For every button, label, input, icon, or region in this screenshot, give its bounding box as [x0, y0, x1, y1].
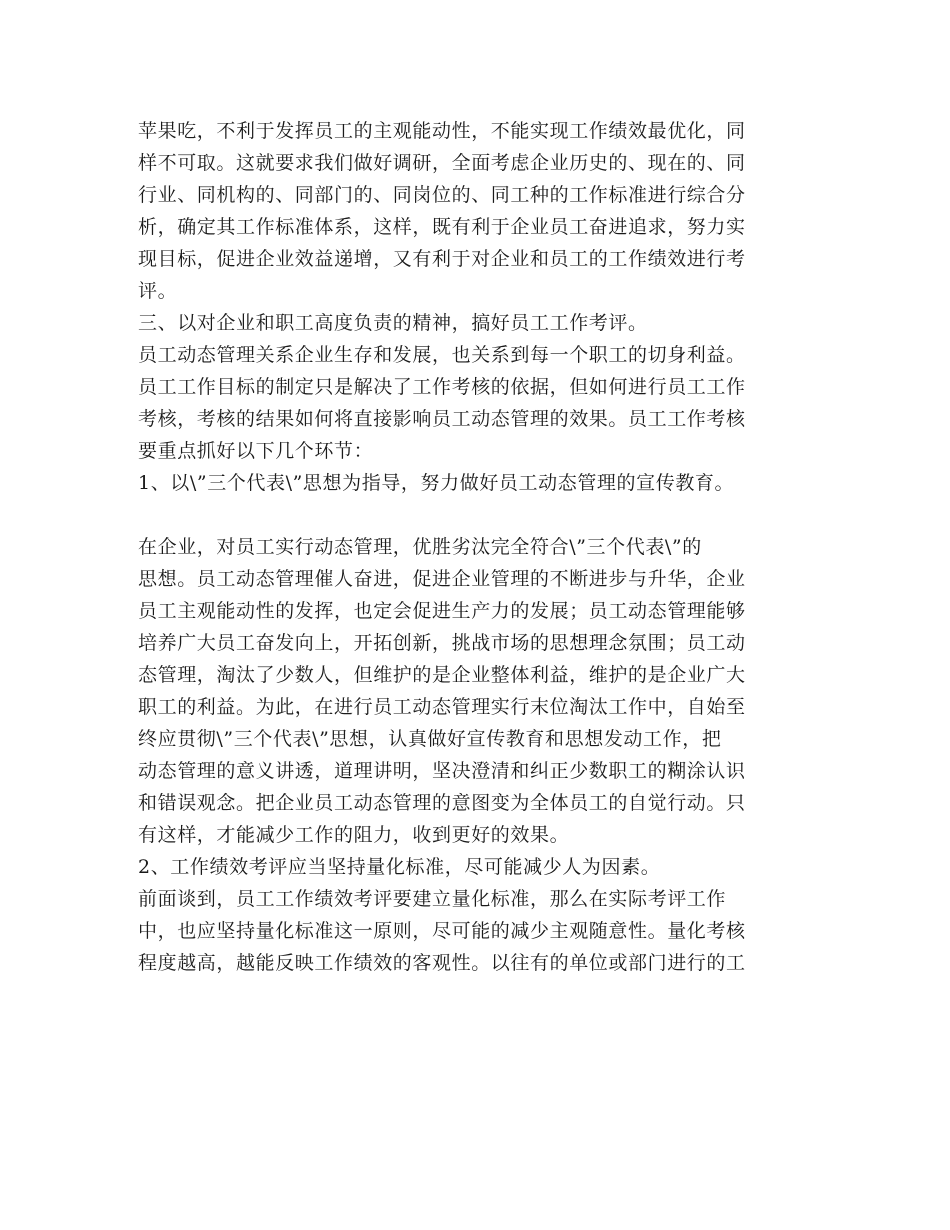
blank-line [138, 499, 828, 531]
text-line: 员工动态管理关系企业生存和发展，也关系到每一个职工的切身利益。 [138, 344, 746, 366]
text-line: 程度越高，越能反映工作绩效的客观性。以往有的单位或部门进行的工 [138, 952, 746, 974]
text-line: 中，也应坚持量化标准这一原则，尽可能的减少主观随意性。量化考核 [138, 920, 746, 942]
text-line: 和错误观念。把企业员工动态管理的意图变为全体员工的自觉行动。只 [138, 792, 746, 814]
text-line: 要重点抓好以下几个环节： [138, 440, 374, 462]
text-line: 行业、同机构的、同部门的、同岗位的、同工种的工作标准进行综合分 [138, 184, 746, 206]
text-line: 现目标，促进企业效益递增，又有利于对企业和员工的工作绩效进行考 [138, 248, 746, 270]
text-line: 终应贯彻\”三个代表\”思想，认真做好宣传教育和思想发动工作，把 [138, 728, 722, 750]
text-line: 前面谈到，员工工作绩效考评要建立量化标准，那么在实际考评工作 [138, 888, 727, 910]
text-line: 员工工作目标的制定只是解决了工作考核的依据，但如何进行员工工作 [138, 376, 746, 398]
document-body [138, 115, 828, 979]
text-line: 态管理，淘汰了少数人，但维护的是企业整体利益，维护的是企业广大 [138, 664, 746, 686]
subsection-heading: 1、以\”三个代表\”思想为指导，努力做好员工动态管理的宣传教育。 [138, 472, 735, 494]
text-line: 样不可取。这就要求我们做好调研，全面考虑企业历史的、现在的、同 [138, 152, 746, 174]
text-line: 考核，考核的结果如何将直接影响员工动态管理的效果。员工工作考核 [138, 408, 746, 430]
section-heading: 三、以对企业和职工高度负责的精神，搞好员工工作考评。 [138, 312, 648, 334]
text-line: 在企业，对员工实行动态管理，优胜劣汰完全符合\”三个代表\”的 [138, 536, 702, 558]
text-line: 职工的利益。为此，在进行员工动态管理实行末位淘汰工作中，自始至 [138, 696, 746, 718]
text-line: 析，确定其工作标准体系，这样，既有利于企业员工奋进追求，努力实 [138, 216, 746, 238]
text-line: 苹果吃，不利于发挥员工的主观能动性，不能实现工作绩效最优化，同 [138, 120, 746, 142]
text-line: 动态管理的意义讲透，道理讲明，坚决澄清和纠正少数职工的糊涂认识 [138, 760, 746, 782]
text-line: 有这样，才能减少工作的阻力，收到更好的效果。 [138, 824, 570, 846]
text-line: 思想。员工动态管理催人奋进，促进企业管理的不断进步与升华，企业 [138, 568, 746, 590]
text-line: 员工主观能动性的发挥，也定会促进生产力的发展；员工动态管理能够 [138, 600, 746, 622]
subsection-heading: 2、工作绩效考评应当坚持量化标准，尽可能减少人为因素。 [138, 856, 661, 878]
text-line: 评。 [138, 280, 178, 302]
text-line: 培养广大员工奋发向上，开拓创新，挑战市场的思想理念氛围；员工动 [138, 632, 746, 654]
